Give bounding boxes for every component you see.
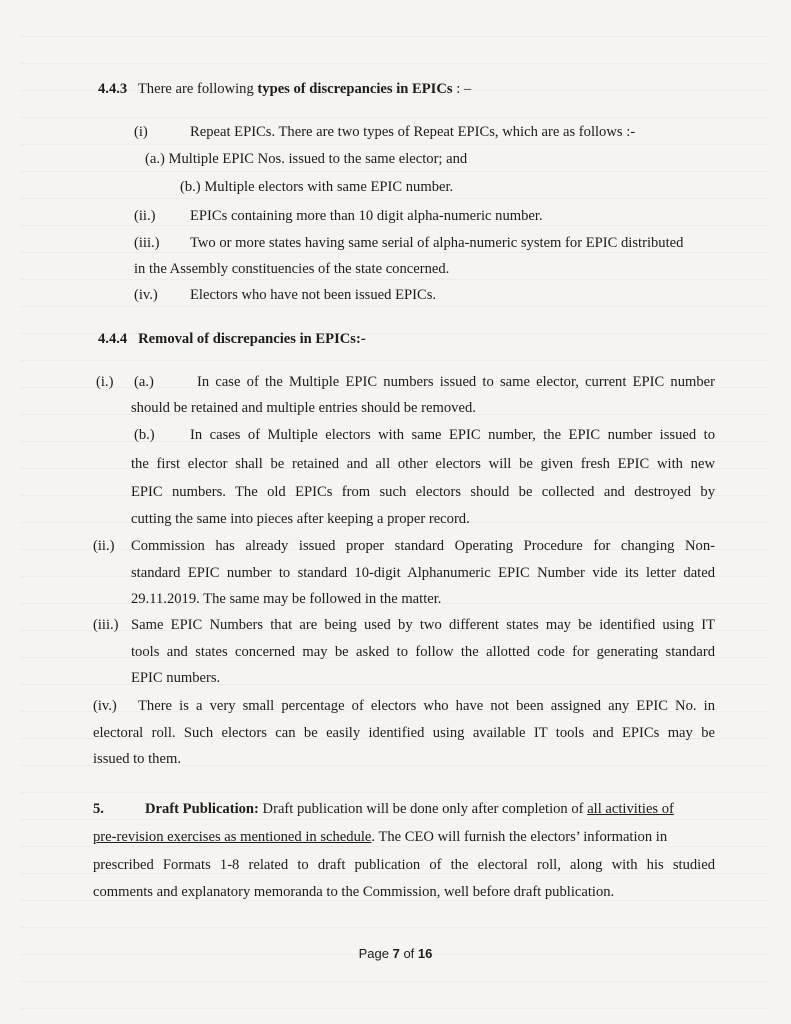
subitem-b-number: (b.) <box>134 427 155 443</box>
page-footer <box>0 946 791 961</box>
footer-of: of <box>399 946 418 961</box>
subitem-b-line1: In cases of Multiple electors with same EPIC number, the EPIC number issued to <box>190 427 715 443</box>
heading-bold-text: Removal of discrepancies in EPICs:- <box>138 331 366 347</box>
item-i-number: (i.) <box>96 374 114 390</box>
item-iii-number: (iii.) <box>134 235 160 251</box>
item-iv-line2: electoral roll. Such electors can be easily identified using available IT tools and EPICs may be <box>93 725 715 741</box>
subitem-a-number: (a.) <box>134 374 154 390</box>
heading-suffix: : – <box>452 81 472 97</box>
item-ii-text: EPICs containing more than 10 digit alpha-numeric number. <box>190 208 543 224</box>
item-iv-line1: There is a very small percentage of electors who have not been assigned any EPIC No. in <box>138 698 715 714</box>
line2-text: . The CEO will furnish the electors’ information in <box>371 829 668 845</box>
subitem-a-text: (a.) Multiple EPIC Nos. issued to the same elector; and <box>145 151 468 167</box>
section-5-line4: comments and explanatory memoranda to the Commission, well before draft publication. <box>93 884 615 900</box>
item-iii-line1: Same EPIC Numbers that are being used by two different states may be identified using IT <box>131 617 715 633</box>
item-iii-text-line1: Two or more states having same serial of alpha-numeric system for EPIC distributed <box>190 235 684 251</box>
item-ii-line1: Commission has already issued proper standard Operating Procedure for changing Non- <box>131 538 715 554</box>
item-ii-line2: standard EPIC number to standard 10-digit Alphanumeric EPIC Number vide its letter dated <box>131 565 715 581</box>
item-ii-line3: 29.11.2019. The same may be followed in the matter. <box>131 591 442 607</box>
page-total: 16 <box>417 946 433 961</box>
item-i-number: (i) <box>134 124 148 140</box>
footer-prefix: Page <box>358 946 393 961</box>
heading-text: There are following <box>137 81 258 97</box>
subitem-a-line2: should be retained and multiple entries should be removed. <box>131 400 476 416</box>
item-ii-number: (ii.) <box>93 538 115 554</box>
section-5-number <box>93 800 104 818</box>
item-ii-number: (ii.) <box>134 208 156 224</box>
line2-underlined: pre-revision exercises as mentioned in schedule <box>93 829 372 845</box>
item-iii-line2: tools and states concerned may be asked to follow the allotted code for generating standard <box>131 644 715 660</box>
section-5-title: Draft Publication: <box>145 801 259 817</box>
item-iv-number: (iv.) <box>134 287 158 303</box>
section-5-line2 <box>93 828 667 846</box>
subitem-b-text: (b.) Multiple electors with same EPIC number. <box>180 179 454 195</box>
item-iv-text: Electors who have not been issued EPICs. <box>190 287 437 303</box>
subitem-b-line3: EPIC numbers. The old EPICs from such electors should be collected and destroyed by <box>131 484 715 500</box>
item-iii-text-line2: in the Assembly constituencies of the state concerned. <box>134 261 450 277</box>
line1-text: Draft publication will be done only after completion of <box>258 801 588 817</box>
item-iv-line3: issued to them. <box>93 751 181 767</box>
line1-underlined: all activities of <box>587 801 674 817</box>
section-4-4-4-heading <box>98 330 366 348</box>
page-number: 7 <box>392 946 400 961</box>
section-number: 5. <box>93 801 104 817</box>
heading-bold-text: types of discrepancies in EPICs <box>257 81 453 97</box>
section-5-line1 <box>145 800 674 818</box>
item-iv-number: (iv.) <box>93 698 117 714</box>
subitem-b-line2: the first elector shall be retained and all other electors will be given fresh EPIC with new <box>131 456 715 472</box>
item-iii-number: (iii.) <box>93 617 119 633</box>
section-5-line3: prescribed Formats 1-8 related to draft publication of the electoral roll, along with his studied <box>93 857 715 873</box>
section-number: 4.4.3 <box>98 81 128 97</box>
subitem-a-line1: In case of the Multiple EPIC numbers issued to same elector, current EPIC number <box>197 374 715 390</box>
section-4-4-3-heading <box>98 80 471 98</box>
section-number: 4.4.4 <box>98 331 128 347</box>
item-iii-line3: EPIC numbers. <box>131 670 221 686</box>
item-i-text: Repeat EPICs. There are two types of Repeat EPICs, which are as follows :- <box>190 124 636 140</box>
subitem-b-line4: cutting the same into pieces after keeping a proper record. <box>131 511 470 527</box>
